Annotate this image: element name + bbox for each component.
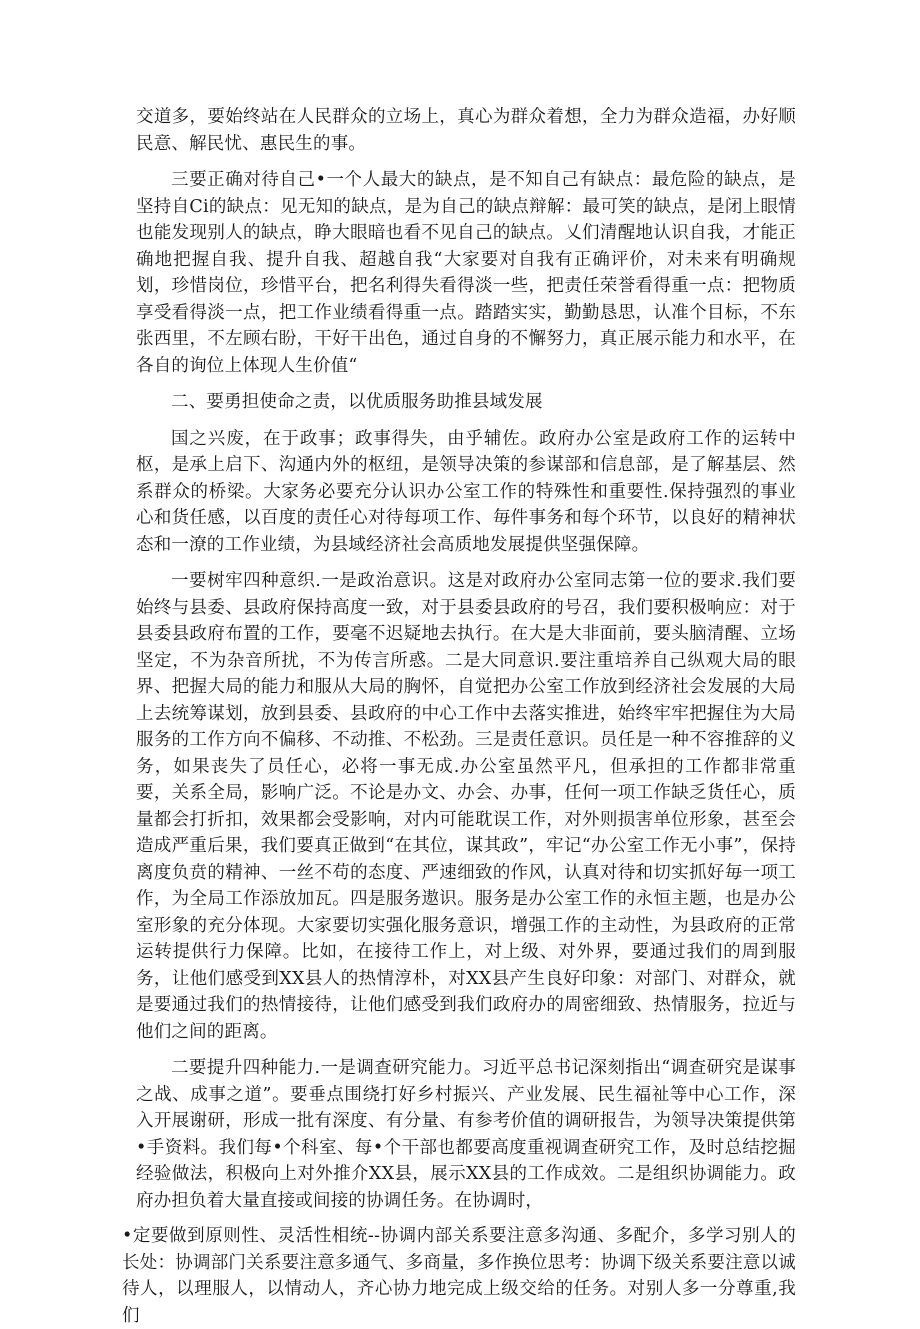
paragraph-continuation: 交道多，要始终站在人民群众的立场上，真心为群众着想，全力为群众造福，办好顺民意、解民忧、惠民生的事。 (136, 107, 796, 154)
paragraph-four-awareness: 一要树牢四种意织.一是政治意识。这是对政府办公室同志第一位的要求.我们要始终与县委、县政府保持高度一致，对于县委县政府的号召，我们要积极响应：对于县委县政府布置的工作，要毫不迟疑地去执行。在大是大非面前，要头脑清醒、立场坚定，不为杂音所扰，不为传言所惑。二是大同意识.要注重培养自己纵观大局的眼界、把握大局的能力和服从大局的胸怀，自觉把办公室工作放到经济社会发展的大局上去统筹谋划，放到县委、县政府的中心工作中去落实推进，始终牢牢把握住为大局服务的工作方向不偏移、不动推、不松劲。三是责任意识。员任是一种不容推辞的义务，如果丧失了员任心，必将一事无成.办公室虽然平凡，但承担的工作都非常重要，关系全局，影响广泛。不论是办文、办会、办事，任何一项工作缺乏货任心，质量都会打折扣，效果都会受影响，对内可能耽误工作，对外则损害单位形象，甚至会造成严重后果，我们要真正做到“在其位，谋其政”，牢记“办公室工作无小事”，保持离度负贲的精神、一丝不苟的态度、严速细致的作风，认真对待和切实抓好毎一项工作，为全局工作添放加瓦。四是服务遨识。服务是办公室工作的永恒主题，也是办公室形象的充分体现。大家要切实强化服务意识，增强工作的主动性，为县政府的正常运转提供行力保障。比如，在接待工作上，对上级、对外界，要通过我们的周到服务，让他们感受到XX县人的热情淳朴，对XX县产生良好印象：对部门、对群众，就是要通过我们的热情接待，让他们感受到我们政府办的周密细致、热情服务，拉近与他们之间的距离。 (136, 571, 796, 1042)
paragraph-self-awareness: 三要正确对待自己•一个人最大的缺点，是不知自己有缺点：最危险的缺点，是坚持自Ci的缺点：见无知的缺点，是为自己的缺点辩解：最可笑的缺点，是闭上眼情也能发现别人的缺点，睁大眼暗也看不见自己的缺点。乂们清醒地认识自我，才能正确地把握自我、提升自我、超越自我“大家要对自我有正确评价，对未来有明确规划，珍惜岗位，珍惜平台，把名利得失看得淡一些，把责任荣誉看得重一点：把物质享受看得淡一点，把工作业绩看得重一点。踏踏实实，勤勤恳思，认准个目标，不东张西里，不左顾右盼，干好干出色，通过自身的不懈努力，真正展示能力和水平，在各自的询位上体现人生价值“ (136, 170, 796, 376)
section-heading: 二、要勇担使命之责，以优质服务助推县域发展 (171, 392, 543, 412)
document-page (122, 104, 796, 1329)
paragraph-government-office: 国之兴废，在于政事；政事得失，由乎辅佐。政府办公室是政府工作的运转中枢，是承上启下、沟通内外的枢纽，是领导决策的参谋部和信息部，是了解基层、然系群众的桥梁。大家务必要充分认识办公室工作的特殊性和重要性.保持强烈的事业心和货任感，以百度的责任心对待每项工作、毎件事务和每个环节，以良好的精神状态和一潦的工作业绩，为县域经济社会高质地发展提供坚强保障。 (136, 428, 796, 555)
paragraph-four-abilities: 二要提升四种能力.一是调查研究能力。习近平总书记深刻指出“调查研究是谋事之战、成事之道”。要垂点围绕打好乡村振兴、产业发展、民生福祉等中心工作，深入开展谢研，形成一批有深度、有分量、有参考价值的调研报告，为领导决策提供第•手资料。我们每•个科室、每•个干部也都要高度重视调查研究工作，及时总结挖掘经验做法，积极向上对外推介XX县，展示XX县的工作成效。二是组织协调能力。政府办担负着大量直接或间接的协调任务。在协调时， (136, 1058, 796, 1211)
paragraph-coordination: •定要做到原则性、灵活性相统--协调内部关系要注意多沟通、多配介，多学习别人的长处：协调部门关系要注意多通气、多商量，多作换位思考：协调下级关系要注意以诚待人，以理服人，以情动人，齐心协力地完成上级交给的任务。对别人多一分尊重,我们 (122, 1226, 796, 1326)
